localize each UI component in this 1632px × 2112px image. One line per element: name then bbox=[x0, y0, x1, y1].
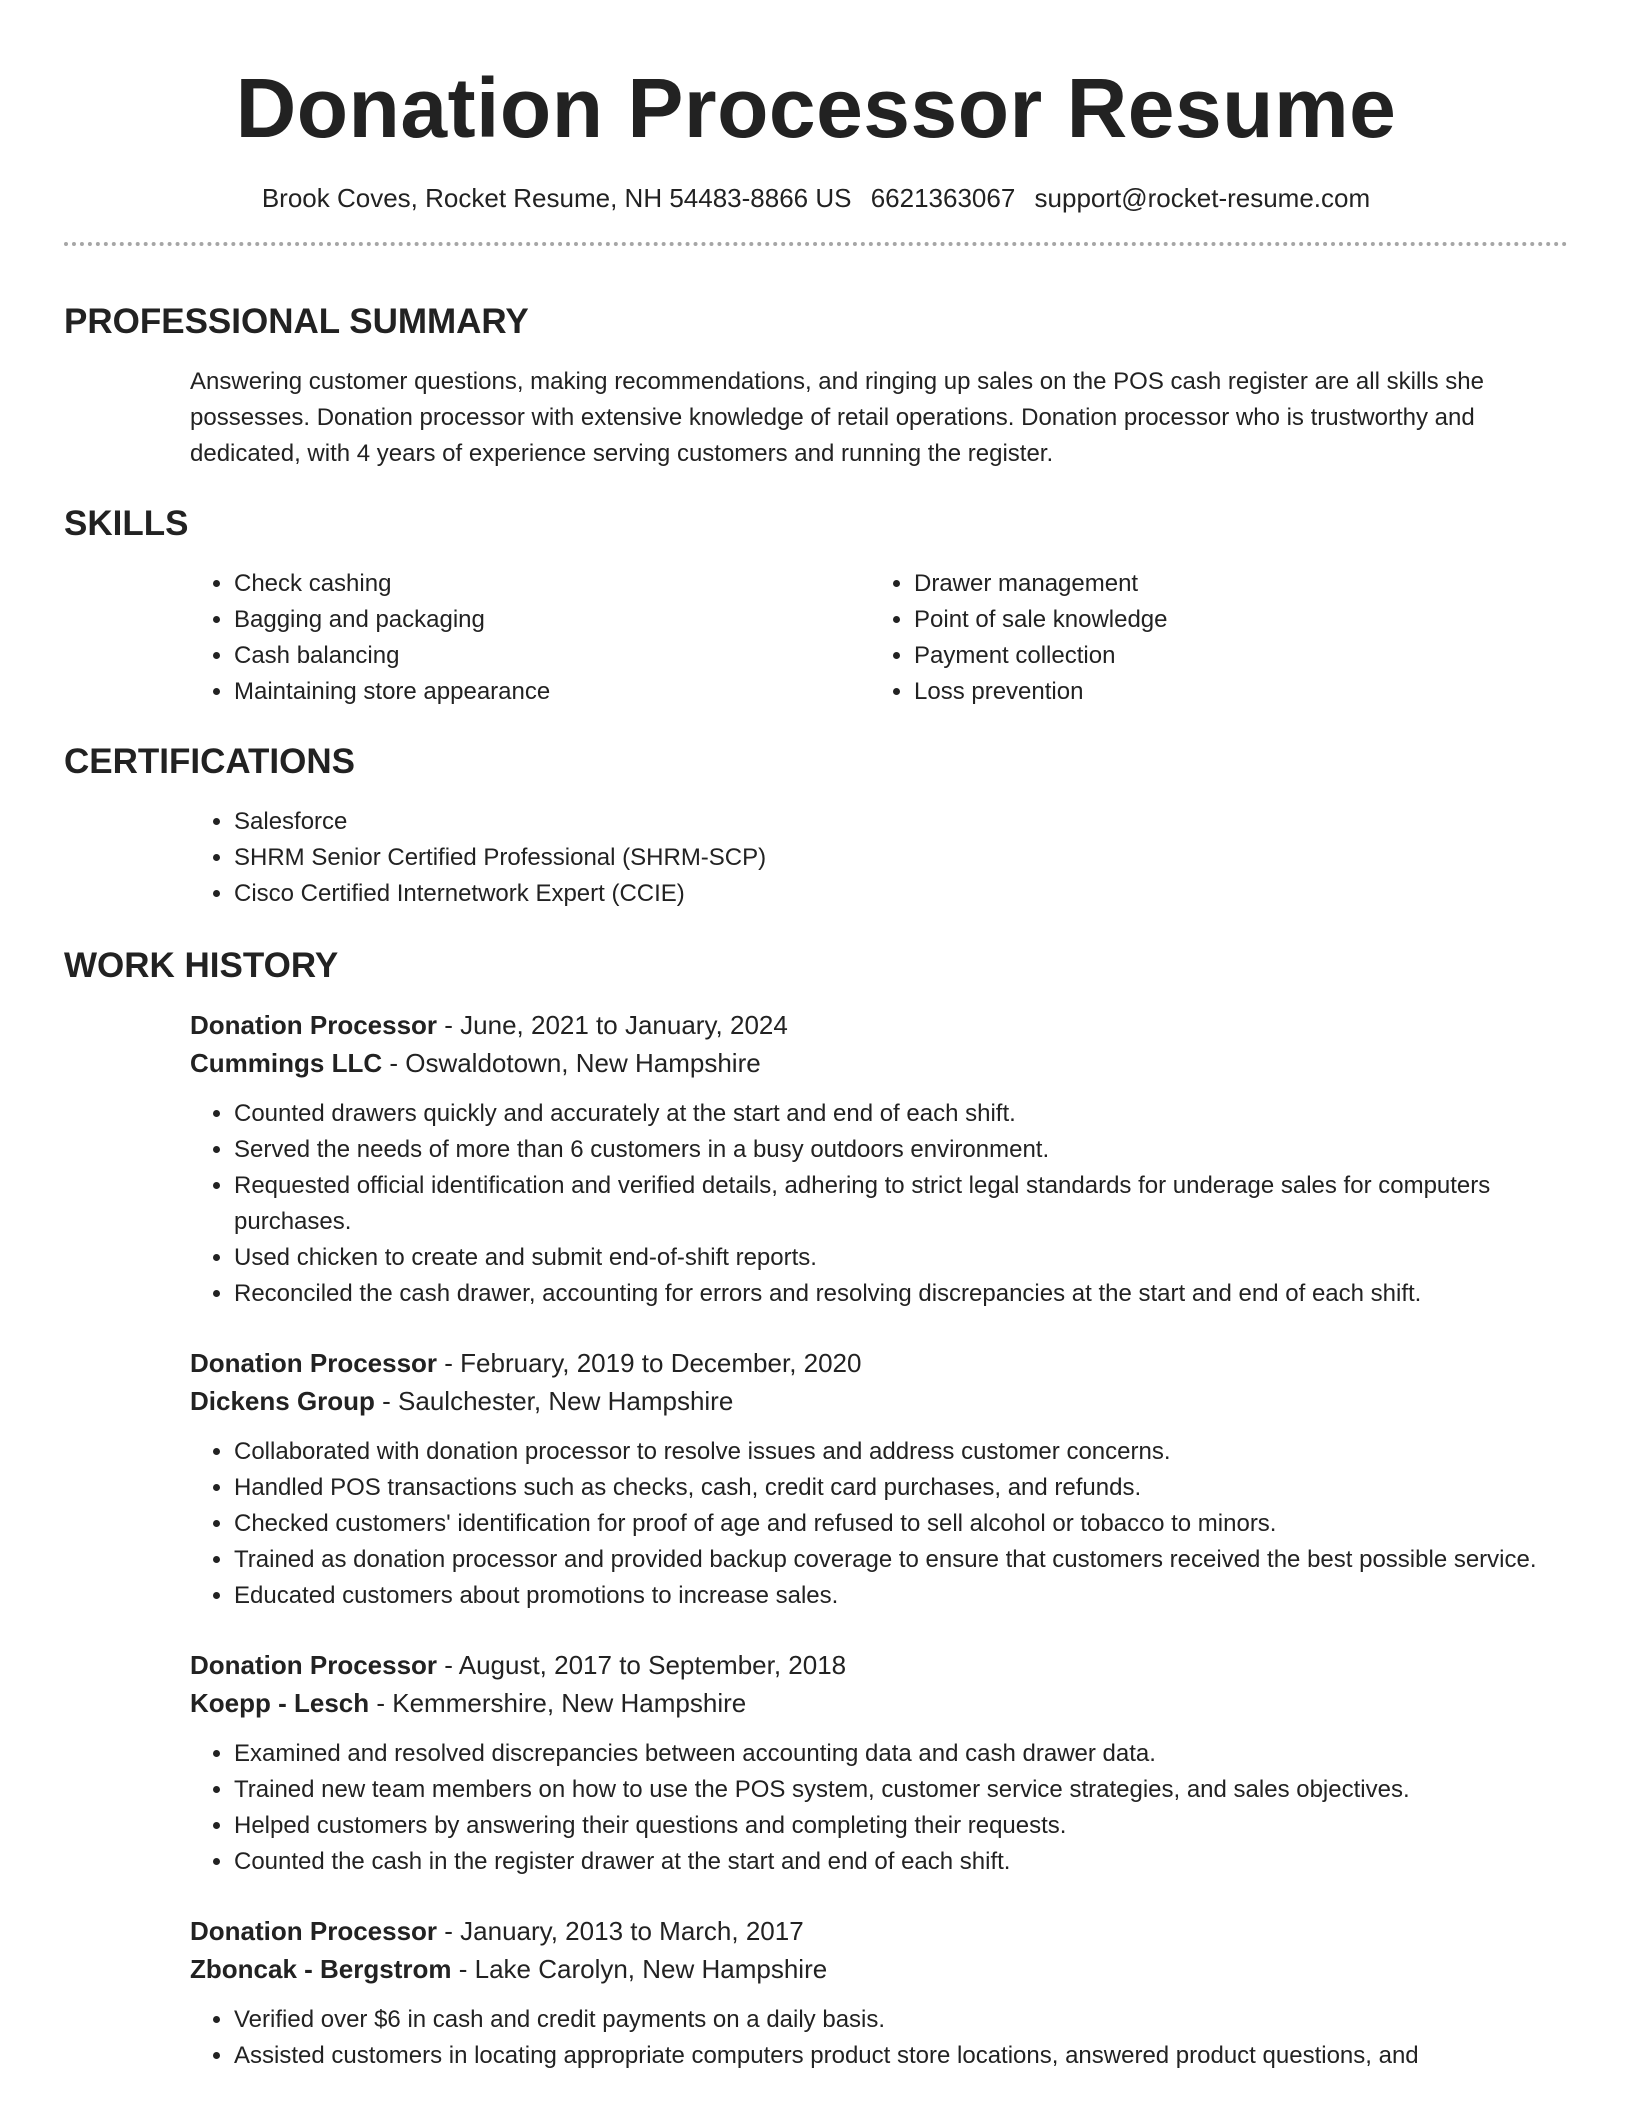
job-bullet: • Requested official identification and verified details, adhering to strict legal standards for underage sales for computers purchases. bbox=[234, 1168, 1568, 1240]
contact-phone: 6621363067 bbox=[870, 183, 1016, 213]
job-title-line bbox=[190, 1912, 1568, 1950]
job-company-line bbox=[190, 1382, 1568, 1420]
job-company: Dickens Group bbox=[190, 1386, 375, 1416]
job-title-line bbox=[190, 1006, 1568, 1044]
job-location: - Oswaldotown, New Hampshire bbox=[382, 1048, 761, 1078]
header-divider bbox=[64, 242, 1568, 246]
job-company-line bbox=[190, 1044, 1568, 1082]
skill-item: • Bagging and packaging bbox=[234, 602, 870, 638]
skills-column-right bbox=[870, 566, 1550, 710]
job-bullet: • Assisted customers in locating appropriate computers product store locations, answered product questions, and bbox=[234, 2038, 1568, 2074]
job-bullets bbox=[190, 1434, 1568, 1614]
job-bullet: • Collaborated with donation processor to resolve issues and address customer concerns. bbox=[234, 1434, 1568, 1470]
job-company: Koepp - Lesch bbox=[190, 1688, 370, 1718]
job-dates: - August, 2017 to September, 2018 bbox=[437, 1650, 847, 1680]
jobs-container bbox=[190, 1006, 1568, 2074]
skills-grid bbox=[190, 566, 1568, 710]
job-entry bbox=[190, 1344, 1568, 1614]
job-entry bbox=[190, 1646, 1568, 1880]
job-bullet: • Trained as donation processor and provided backup coverage to ensure that customers received the best possible service. bbox=[234, 1542, 1568, 1578]
certification-item: • Salesforce bbox=[234, 804, 1568, 840]
certifications-list bbox=[190, 804, 1568, 912]
job-company: Cummings LLC bbox=[190, 1048, 383, 1078]
job-bullets bbox=[190, 2002, 1568, 2074]
job-bullet: • Helped customers by answering their questions and completing their requests. bbox=[234, 1808, 1568, 1844]
job-role: Donation Processor bbox=[190, 1348, 438, 1378]
job-bullet: • Educated customers about promotions to increase sales. bbox=[234, 1578, 1568, 1614]
work-history-section bbox=[64, 944, 1568, 2074]
summary-heading: PROFESSIONAL SUMMARY bbox=[64, 302, 529, 341]
job-dates: - February, 2019 to December, 2020 bbox=[437, 1348, 862, 1378]
job-bullet: • Trained new team members on how to use the POS system, customer service strategies, and sales objectives. bbox=[234, 1772, 1568, 1808]
job-role: Donation Processor bbox=[190, 1650, 438, 1680]
job-title-line bbox=[190, 1646, 1568, 1684]
summary-text: Answering customer questions, making recommendations, and ringing up sales on the POS cash register are all skills she possesses. Donation processor with extensive knowledge of retail operations. Donation processor who is trustworthy and dedicated, with 4 years of experience serving customers and running the register. bbox=[190, 368, 1484, 467]
job-bullets bbox=[190, 1736, 1568, 1880]
job-bullet: • Counted drawers quickly and accurately at the start and end of each shift. bbox=[234, 1096, 1568, 1132]
contact-line bbox=[64, 180, 1568, 216]
job-bullet: • Verified over $6 in cash and credit payments on a daily basis. bbox=[234, 2002, 1568, 2038]
skill-item: • Drawer management bbox=[914, 566, 1550, 602]
certification-item: • Cisco Certified Internetwork Expert (CCIE) bbox=[234, 876, 1568, 912]
skills-heading: SKILLS bbox=[64, 504, 189, 543]
job-bullet: • Reconciled the cash drawer, accounting for errors and resolving discrepancies at the start and end of each shift. bbox=[234, 1276, 1568, 1312]
skill-item: • Maintaining store appearance bbox=[234, 674, 870, 710]
job-bullet: • Counted the cash in the register drawer at the start and end of each shift. bbox=[234, 1844, 1568, 1880]
job-company: Zboncak - Bergstrom bbox=[190, 1954, 452, 1984]
skills-list-right bbox=[870, 566, 1550, 710]
job-location: - Lake Carolyn, New Hampshire bbox=[451, 1954, 828, 1984]
job-dates: - January, 2013 to March, 2017 bbox=[437, 1916, 804, 1946]
skills-section bbox=[64, 502, 1568, 710]
skills-column-left bbox=[190, 566, 870, 710]
job-company-line bbox=[190, 1684, 1568, 1722]
job-bullet: • Examined and resolved discrepancies between accounting data and cash drawer data. bbox=[234, 1736, 1568, 1772]
job-title-line bbox=[190, 1344, 1568, 1382]
contact-address: Brook Coves, Rocket Resume, NH 54483-8866 US bbox=[261, 183, 852, 213]
work-history-heading: WORK HISTORY bbox=[64, 946, 339, 985]
resume-page bbox=[64, 0, 1568, 2069]
certifications-heading: CERTIFICATIONS bbox=[64, 742, 356, 781]
skills-list-left bbox=[190, 566, 870, 710]
contact-email: support@rocket-resume.com bbox=[1034, 183, 1371, 213]
job-location: - Saulchester, New Hampshire bbox=[374, 1386, 734, 1416]
skill-item: • Payment collection bbox=[914, 638, 1550, 674]
summary-section bbox=[64, 300, 1568, 472]
skill-item: • Point of sale knowledge bbox=[914, 602, 1550, 638]
skill-item: • Check cashing bbox=[234, 566, 870, 602]
job-role: Donation Processor bbox=[190, 1010, 438, 1040]
skill-item: • Cash balancing bbox=[234, 638, 870, 674]
job-bullet: • Used chicken to create and submit end-of-shift reports. bbox=[234, 1240, 1568, 1276]
job-role: Donation Processor bbox=[190, 1916, 438, 1946]
page-title: Donation Processor Resume bbox=[235, 61, 1397, 155]
job-company-line bbox=[190, 1950, 1568, 1988]
job-bullet: • Checked customers' identification for proof of age and refused to sell alcohol or tobacco to minors. bbox=[234, 1506, 1568, 1542]
certification-item: • SHRM Senior Certified Professional (SHRM-SCP) bbox=[234, 840, 1568, 876]
resume-header bbox=[64, 58, 1568, 246]
skill-item: • Loss prevention bbox=[914, 674, 1550, 710]
job-bullets bbox=[190, 1096, 1568, 1312]
job-bullet: • Served the needs of more than 6 customers in a busy outdoors environment. bbox=[234, 1132, 1568, 1168]
job-location: - Kemmershire, New Hampshire bbox=[369, 1688, 747, 1718]
certifications-section bbox=[64, 740, 1568, 912]
job-bullet: • Handled POS transactions such as checks, cash, credit card purchases, and refunds. bbox=[234, 1470, 1568, 1506]
certifications-block bbox=[190, 804, 1568, 912]
job-dates: - June, 2021 to January, 2024 bbox=[437, 1010, 788, 1040]
job-entry bbox=[190, 1912, 1568, 2074]
job-entry bbox=[190, 1006, 1568, 1312]
